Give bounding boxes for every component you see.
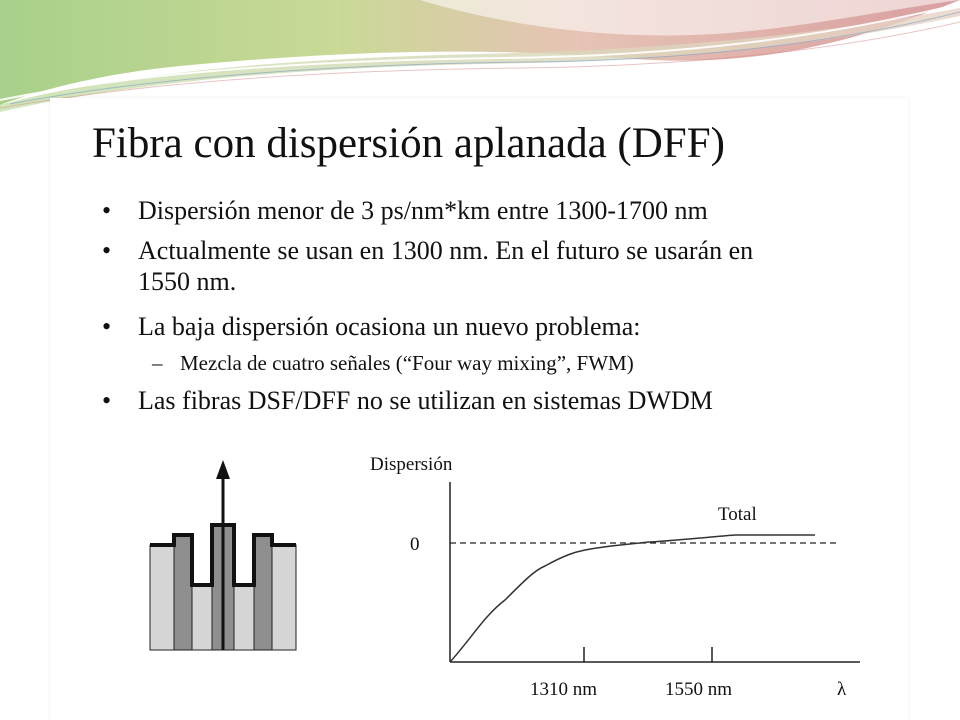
bullet-dot-icon: • [102,386,112,415]
arrow-up-icon [216,460,230,479]
bullet-text: La baja dispersión ocasiona un nuevo problema: [138,312,641,341]
dash-icon: – [152,351,163,375]
ring-right [254,535,272,650]
y-axis-label: Dispersión [370,454,453,475]
bullet-text: Actualmente se usan en 1300 nm. En el futuro se usarán en [138,236,754,265]
fiber-index-profile [140,455,310,655]
bullet-item [102,312,641,343]
bullet-item [102,236,754,297]
sub-bullet-item [152,351,634,376]
dispersion-plot [360,440,870,710]
slide-title: Fibra con dispersión aplanada (DFF) [92,120,725,167]
bullet-text: Dispersión menor de 3 ps/nm*km entre 1300-1700 nm [138,196,708,225]
bullet-dot-icon: • [102,236,112,265]
ring-left [174,535,192,650]
trench-left [192,585,212,650]
bullet-dot-icon: • [102,312,112,341]
bullet-item [102,196,708,227]
bullet-item [102,386,713,417]
bullet-text-continued: 1550 nm. [138,266,237,296]
x-tick-label-1310: 1310 nm [530,679,598,700]
total-dispersion-curve [450,535,815,662]
x-tick-label-1550: 1550 nm [665,679,733,700]
curve-label: Total [718,504,757,525]
sub-bullet-text: Mezcla de cuatro señales (“Four way mixing”, FWM) [180,351,634,375]
bullet-text: Las fibras DSF/DFF no se utilizan en sistemas DWDM [138,386,713,415]
zero-label: 0 [410,534,420,555]
trench-right [234,585,254,650]
lambda-axis-label: λ [837,679,847,700]
bullet-dot-icon: • [102,196,112,225]
